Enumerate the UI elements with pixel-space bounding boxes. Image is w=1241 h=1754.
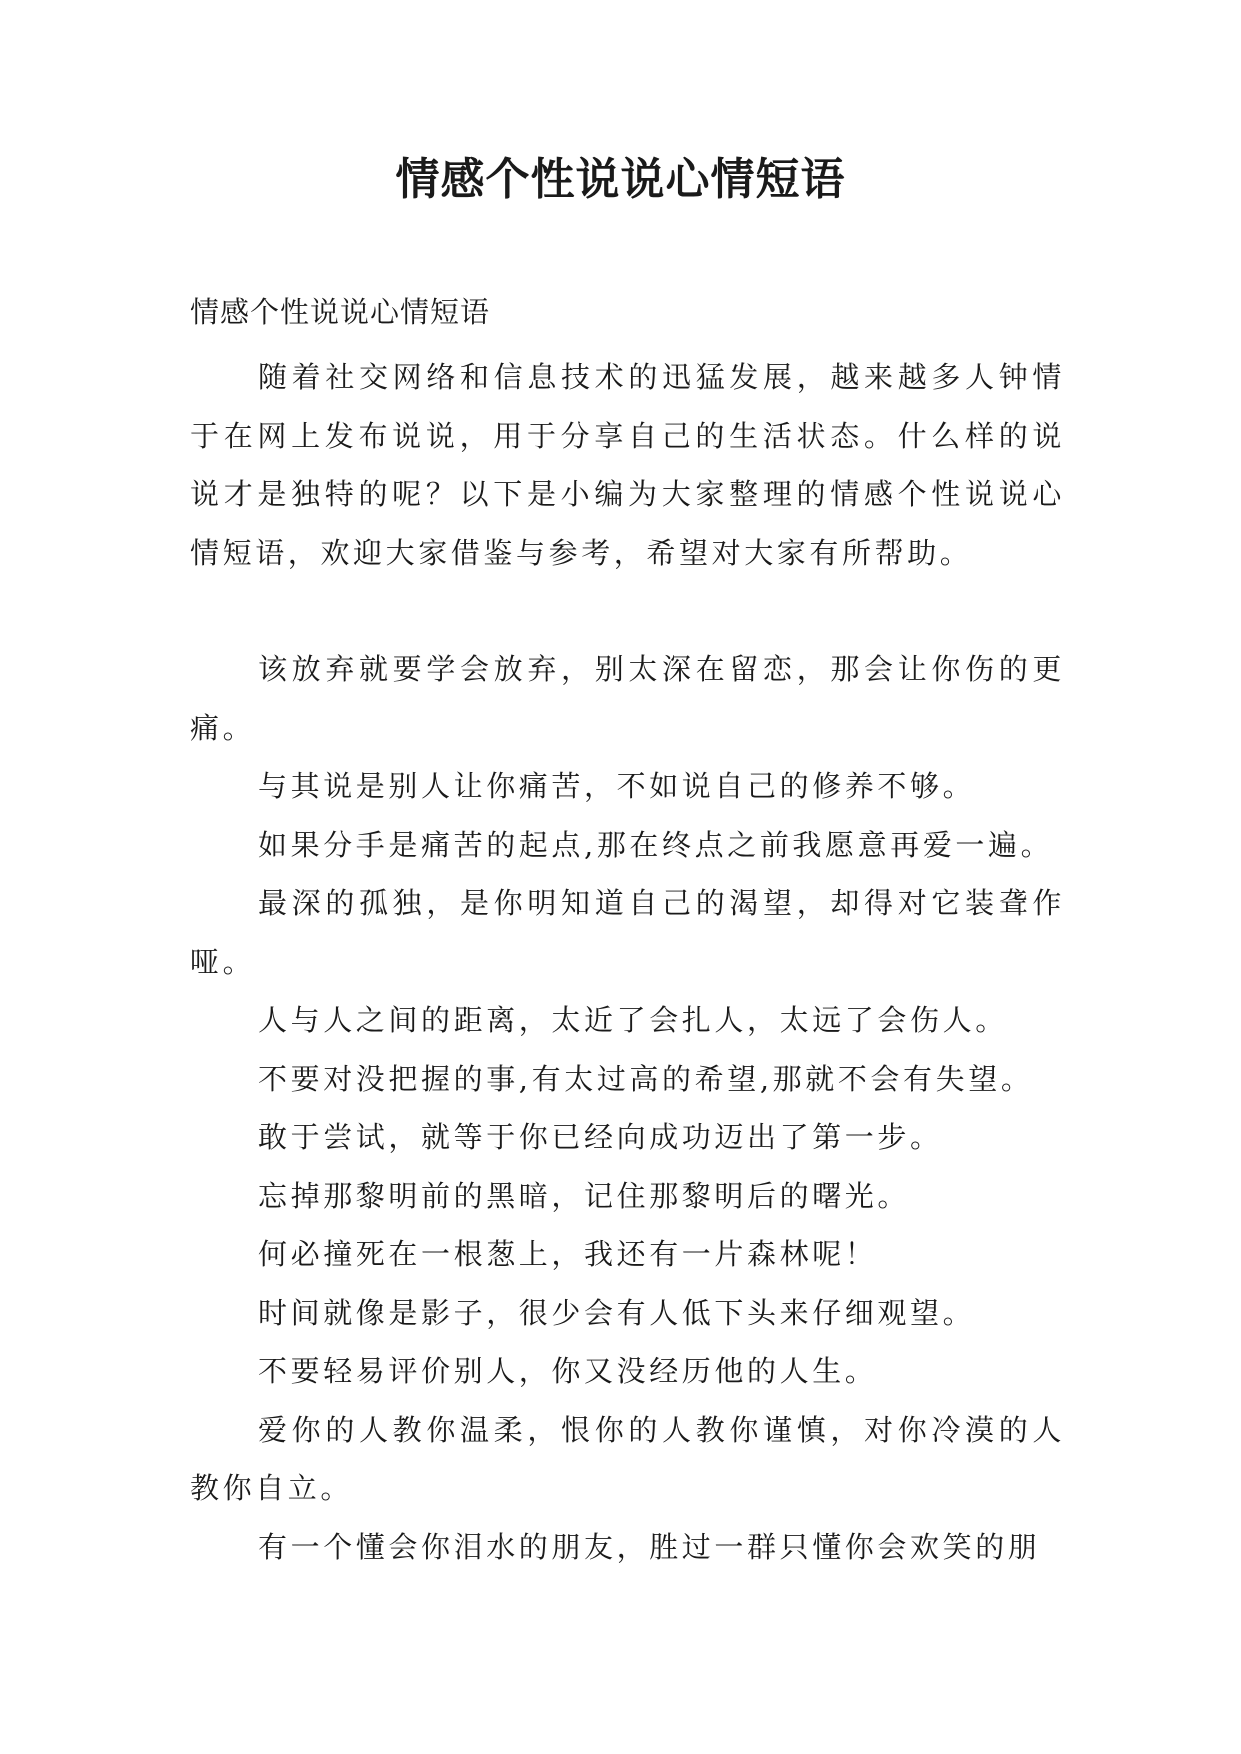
quote-item: 时间就像是影子，很少会有人低下头来仔细观望。 — [258, 1295, 976, 1330]
quote-item: 何必撞死在一根葱上，我还有一片森林呢！ — [258, 1237, 878, 1271]
intro-text: 随着社交网络和信息技术的迅猛发展，越来越多人钟情于在网上发布说说，用于分享自己的生活状态。什么样的说说才是独特的呢？以下是小编为大家整理的情感个性说说心情短语，欢迎大家借鉴与参考，希望对大家有所帮助。 — [190, 360, 1065, 570]
quote-item: 忘掉那黎明前的黑暗，记住那黎明后的曙光。 — [258, 1178, 911, 1213]
document-title: 情感个性说说心情短语 — [395, 154, 846, 205]
quote-item: 有一个懂会你泪水的朋友，胜过一群只懂你会欢笑的朋 — [258, 1529, 1041, 1564]
intro-paragraph — [190, 348, 1065, 582]
quote-item: 人与人之间的距离，太近了会扎人，太远了会伤人。 — [258, 1003, 1008, 1037]
document-subtitle: 情感个性说说心情短语 — [190, 295, 491, 329]
quote-list — [190, 640, 1065, 1576]
quote-item: 不要轻易评价别人，你又没经历他的人生。 — [258, 1354, 878, 1388]
quote-item: 该放弃就要学会放弃，别太深在留恋，那会让你伤的更痛。 — [190, 652, 1065, 745]
quote-item: 最深的孤独，是你明知道自己的渴望，却得对它装聋作哑。 — [190, 886, 1065, 979]
quote-item: 爱你的人教你温柔，恨你的人教你谨慎，对你冷漠的人教你自立。 — [190, 1412, 1065, 1505]
quote-item: 与其说是别人让你痛苦，不如说自己的修养不够。 — [258, 769, 976, 803]
quote-item: 如果分手是痛苦的起点,那在终点之前我愿意再爱一遍。 — [258, 827, 1054, 862]
quote-item: 不要对没把握的事,有太过高的希望,那就不会有失望。 — [258, 1061, 1034, 1096]
quote-item: 敢于尝试，就等于你已经向成功迈出了第一步。 — [258, 1120, 943, 1154]
